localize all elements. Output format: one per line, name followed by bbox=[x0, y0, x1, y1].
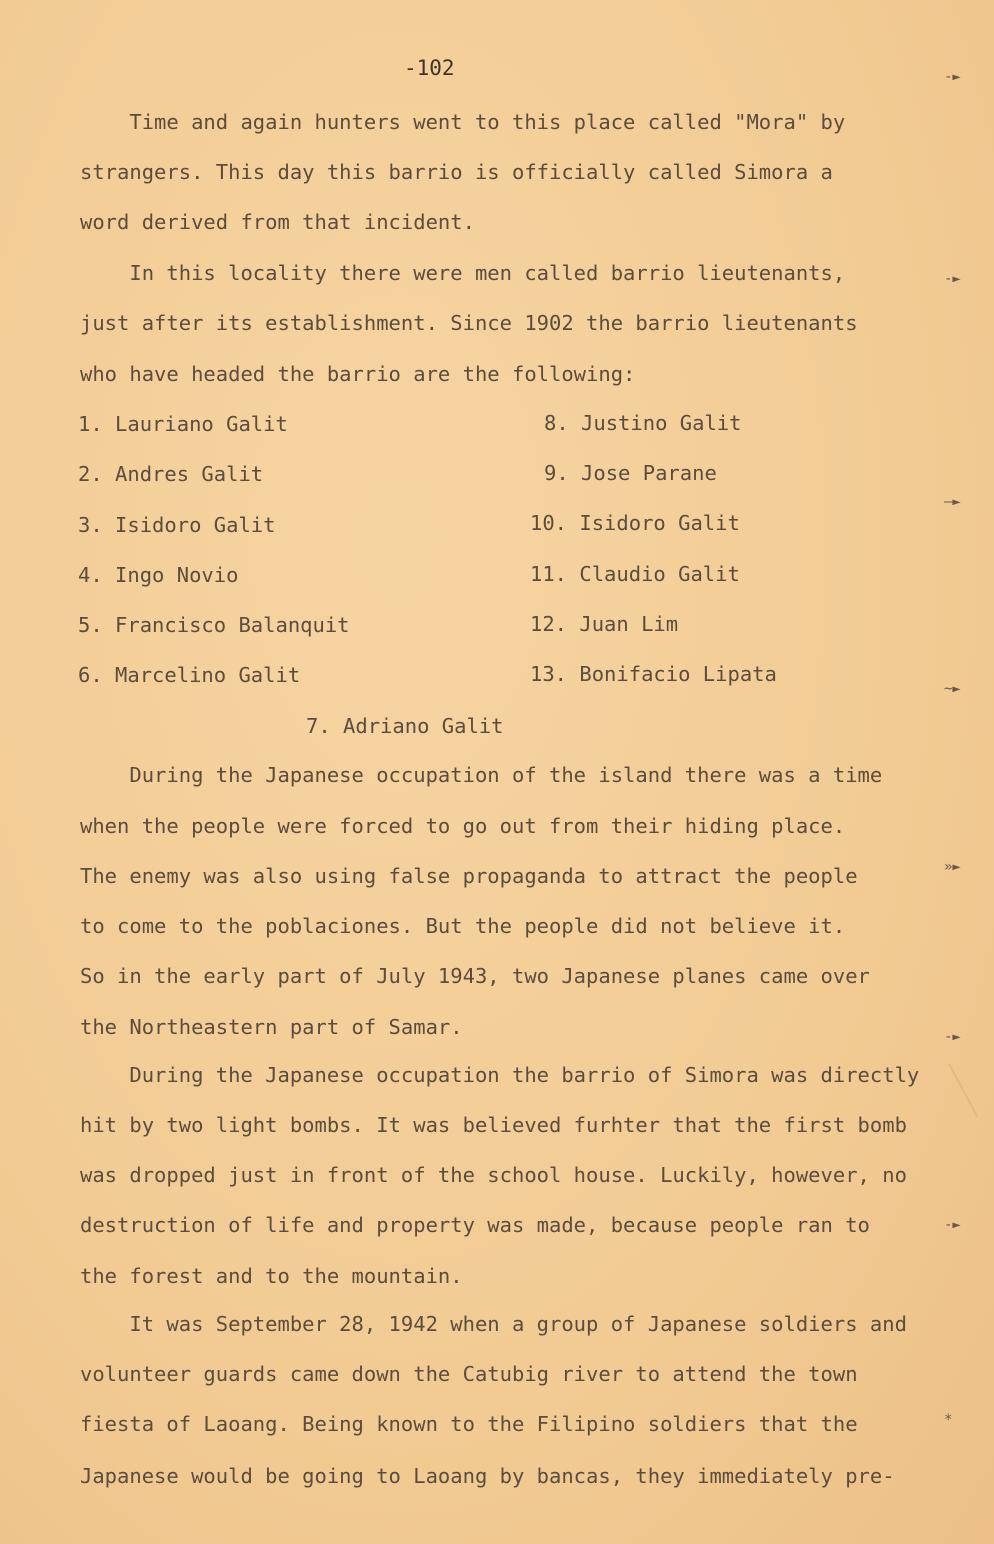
paragraph-line: The enemy was also using false propaganda to attract the people bbox=[80, 864, 858, 888]
paragraph-line: hit by two light bombs. It was believed furhter that the first bomb bbox=[80, 1113, 907, 1137]
list-item: 8. Justino Galit bbox=[544, 411, 742, 435]
list-item: 9. Jose Parane bbox=[544, 461, 717, 485]
list-item: 5. Francisco Balanquit bbox=[78, 613, 350, 637]
paragraph-line: strangers. This day this barrio is officially called Simora a bbox=[80, 160, 833, 184]
list-item: 6. Marcelino Galit bbox=[78, 663, 301, 687]
list-item: 3. Isidoro Galit bbox=[78, 513, 276, 537]
margin-mark-icon: -► bbox=[944, 1029, 961, 1045]
paragraph-line: just after its establishment. Since 1902 the barrio lieutenants bbox=[80, 311, 858, 335]
list-item: 2. Andres Galit bbox=[78, 462, 264, 486]
list-item: 11. Claudio Galit bbox=[530, 562, 740, 586]
margin-mark-icon: ~► bbox=[944, 681, 961, 697]
paragraph-line: During the Japanese occupation the barrio of Simora was directly bbox=[80, 1063, 920, 1087]
paragraph-line: In this locality there were men called barrio lieutenants, bbox=[80, 261, 846, 285]
paragraph-line: to come to the poblaciones. But the people did not believe it. bbox=[80, 914, 846, 938]
list-item: 12. Juan Lim bbox=[530, 612, 679, 636]
list-item: 13. Bonifacio Lipata bbox=[530, 662, 777, 686]
paragraph-line: the Northeastern part of Samar. bbox=[80, 1015, 463, 1039]
list-item: 4. Ingo Novio bbox=[78, 563, 239, 587]
paragraph-line: who have headed the barrio are the following: bbox=[80, 362, 636, 386]
margin-mark-icon: * bbox=[944, 1412, 953, 1428]
margin-mark-icon: »► bbox=[944, 859, 961, 875]
list-item: 7. Adriano Galit bbox=[306, 714, 504, 738]
paragraph-line: when the people were forced to go out from their hiding place. bbox=[80, 814, 846, 838]
margin-mark-icon: -► bbox=[944, 271, 961, 287]
paragraph-line: was dropped just in front of the school house. Luckily, however, no bbox=[80, 1163, 907, 1187]
list-item: 1. Lauriano Galit bbox=[78, 412, 288, 436]
paragraph-line: Japanese would be going to Laoang by bancas, they immediately pre- bbox=[80, 1464, 895, 1488]
margin-mark-icon: -► bbox=[944, 1217, 961, 1233]
paragraph-line: fiesta of Laoang. Being known to the Filipino soldiers that the bbox=[80, 1412, 858, 1436]
paragraph-line: So in the early part of July 1943, two Japanese planes came over bbox=[80, 964, 870, 988]
paragraph-line: Time and again hunters went to this place called "Mora" by bbox=[80, 110, 846, 134]
paper-crease bbox=[948, 1063, 978, 1117]
paragraph-line: destruction of life and property was made, because people ran to bbox=[80, 1213, 870, 1237]
page-number: -102 bbox=[404, 56, 455, 80]
list-item: 10. Isidoro Galit bbox=[530, 511, 740, 535]
paragraph-line: During the Japanese occupation of the island there was a time bbox=[80, 763, 883, 787]
margin-mark-icon: -► bbox=[944, 69, 961, 85]
paragraph-line: volunteer guards came down the Catubig river to attend the town bbox=[80, 1362, 858, 1386]
paragraph-line: It was September 28, 1942 when a group of Japanese soldiers and bbox=[80, 1312, 907, 1336]
margin-mark-icon: —► bbox=[944, 494, 961, 510]
paragraph-line: word derived from that incident. bbox=[80, 210, 475, 234]
paragraph-line: the forest and to the mountain. bbox=[80, 1264, 463, 1288]
